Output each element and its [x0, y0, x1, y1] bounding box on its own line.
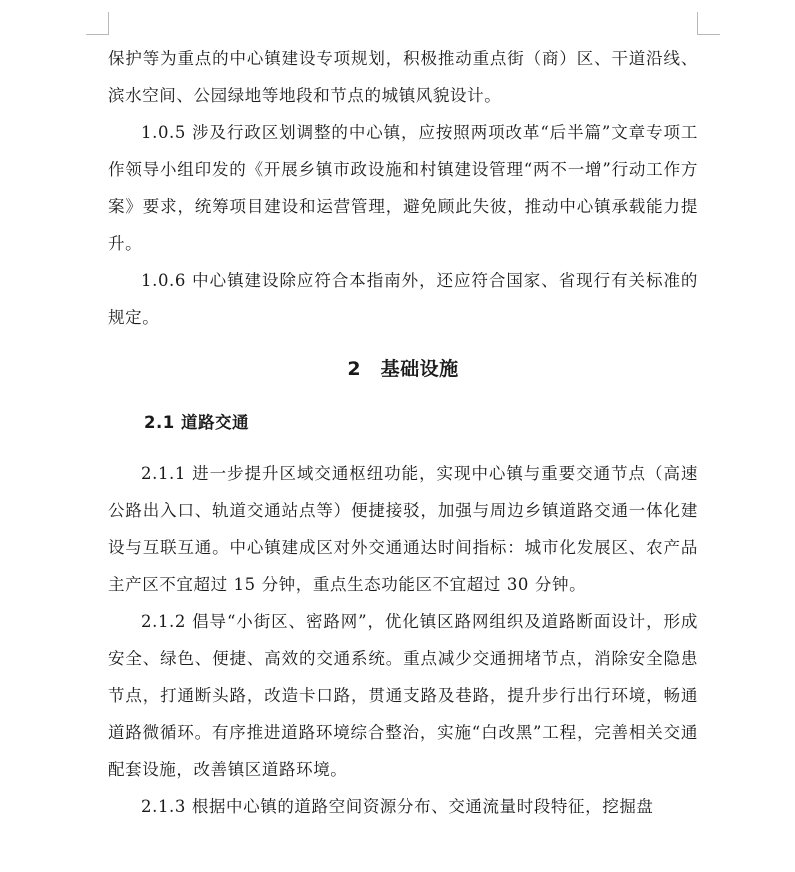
paragraph-2-1-2: 2.1.2 倡导“小街区、密路网”，优化镇区路网组织及道路断面设计，形成安全、绿色、便捷、高效的交通系统。重点减少交通拥堵节点，消除安全隐患节点，打通断头路，改造卡口路，贯通支路及巷路，提升步行出行环境，畅通道路微循环。有序推进道路环境综合整治，实施“白改黑”工程，完善相关交通配套设施，改善镇区道路环境。	[108, 612, 698, 779]
paragraph-2-1-1: 2.1.1 进一步提升区域交通枢纽功能，实现中心镇与重要交通节点（高速公路出入口、轨道交通站点等）便捷接驳，加强与周边乡镇道路交通一体化建设与互联互通。中心镇建成区对外交通通达时间指标：城市化发展区、农产品主产区不宜超过 15 分钟，重点生态功能区不宜超过 30 分钟。	[108, 464, 698, 594]
chapter-heading: 2 基础设施	[347, 358, 459, 380]
paragraph-2-1-3: 2.1.3 根据中心镇的道路空间资源分布、交通流量时段特征，挖掘盘	[141, 797, 654, 816]
paragraph-1-0-5: 1.0.5 涉及行政区划调整的中心镇，应按照两项改革“后半篇”文章专项工作领导小组印发的《开展乡镇市政设施和村镇建设管理“两不一增”行动工作方案》要求，统筹项目建设和运营管理，避免顾此失彼，推动中心镇承载能力提升。	[108, 123, 698, 253]
paragraph-continued: 保护等为重点的中心镇建设专项规划，积极推动重点街（商）区、干道沿线、滨水空间、公园绿地等地段和节点的城镇风貌设计。	[108, 49, 698, 105]
page-corner-mark-top-left	[86, 12, 109, 35]
page-corner-mark-top-right	[697, 12, 720, 35]
document-body	[108, 40, 698, 825]
paragraph-1-0-6: 1.0.6 中心镇建设除应符合本指南外，还应符合国家、省现行有关标准的规定。	[108, 271, 698, 327]
section-heading: 2.1 道路交通	[144, 413, 249, 432]
